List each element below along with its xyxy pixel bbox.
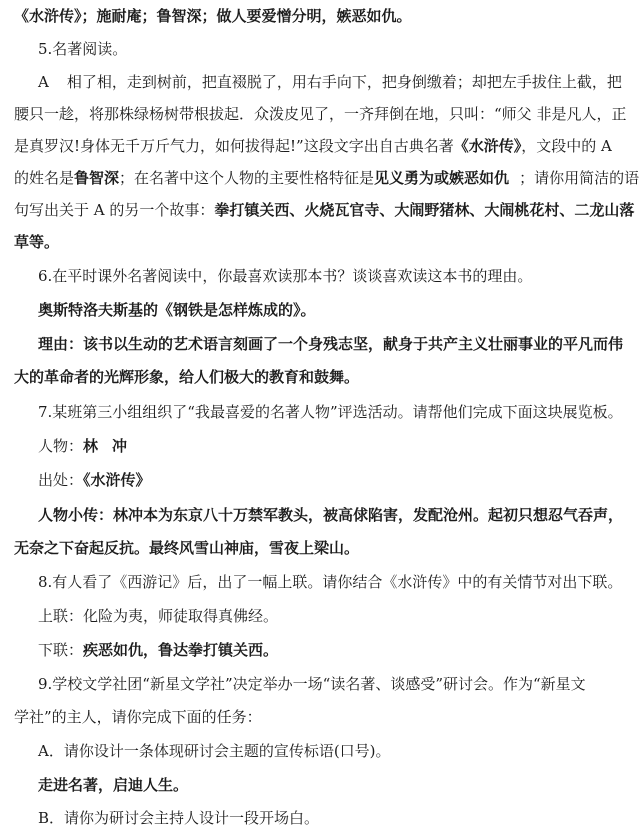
q5-passage-line-1 <box>38 72 640 92</box>
q5-passage-line-4 <box>14 168 640 188</box>
q5-line-5-prompt: 句写出关于 A 的另一个故事： <box>14 201 215 219</box>
book-title-answer: 《水浒传》 <box>453 137 522 155</box>
q7-source-value: 《水浒传》 <box>83 471 151 489</box>
q5-passage-line-1-text: 相了相，走到树前，把直裰脱了，用右手向下，把身倒缴着；却把左手拔住上截，把 <box>66 73 622 91</box>
question-8-heading: 8.有人看了《西游记》后，出了一幅上联。请你结合《水浒传》中的有关情节对出下联。 <box>38 573 623 591</box>
q6-book-answer: 奥斯特洛夫斯基的《钢铁是怎样炼成的》。 <box>38 301 316 319</box>
q7-person-given-name: 林 <box>83 437 99 455</box>
q9-task-a: A．请你设计一条体现研讨会主题的宣传标语(口号)。 <box>38 742 391 760</box>
q5-passage-line-3 <box>14 136 632 156</box>
q5-line-4-part-b: ；在名著中这个人物的主要性格特征是 <box>119 169 375 187</box>
q7-bio-line-2: 无奈之下奋起反抗。最终风雪山神庙，雪夜上梁山。 <box>14 539 360 557</box>
q5-passage-line-2: 腰只一趁，将那株绿杨树带根拔起．众泼皮见了，一齐拜倒在地，只叫：“师父 非是凡人，正 <box>14 105 627 123</box>
q8-upper-couplet: 上联：化险为夷，师徒取得真佛经。 <box>38 607 279 625</box>
question-5-heading: 5.名著阅读。 <box>38 40 128 58</box>
character-name-answer: 鲁智深 <box>74 169 120 187</box>
answer-line-water-margin: 《水浒传》；施耐庵；鲁智深；做人要爱憎分明，嫉恶如仇。 <box>14 7 412 25</box>
question-7-heading: 7.某班第三小组组织了“我最喜爱的名著人物”评选活动。请帮他们完成下面这块展览板。 <box>38 403 623 421</box>
q7-source-label: 出处： <box>38 471 84 489</box>
q9-task-b: B．请你为研讨会主持人设计一段开场白。 <box>38 809 320 827</box>
q7-person-label: 人物： <box>38 437 84 455</box>
q7-bio-line-1: 人物小传：林冲本为东京八十万禁军教头，被高俅陷害，发配沧州。起初只想忍气吞声， <box>38 506 624 524</box>
character-trait-answer: 见义勇为或嫉恶如仇 <box>374 169 510 187</box>
q5-passage-line-3-text: 是真罗汉!身体无千万斤气力，如何拔得起!”这段文字出自古典名著 <box>14 137 454 155</box>
q5-line-4-part-c: ；请你用简洁的语 <box>519 169 640 187</box>
q8-lower-answer: 疾恶如仇，鲁达拳打镇关西。 <box>83 641 279 659</box>
question-9-heading-line-2: 学社”的主人，请你完成下面的任务： <box>14 708 262 726</box>
q5-passage-line-3-tail: ，文段中的 A <box>521 137 612 155</box>
q9-task-a-answer: 走进名著，启迪人生。 <box>38 776 189 794</box>
q8-lower-label: 下联： <box>38 641 84 659</box>
placeholder-a: A <box>38 73 49 91</box>
story-answer-end: 草等。 <box>14 233 60 251</box>
q8-lower-couplet <box>38 640 640 660</box>
q7-person-row <box>38 436 640 456</box>
story-answer: 拳打镇关西、火烧瓦官寺、大闹野猪林、大闹桃花村、二龙山落 <box>214 201 635 219</box>
q7-source-row <box>38 470 640 490</box>
q5-passage-line-5 <box>14 200 635 220</box>
q6-reason-line-1: 理由：该书以生动的艺术语言刻画了一个身残志坚，献身于共产主义壮丽事业的平凡而伟 <box>38 335 624 353</box>
q6-reason-line-2: 大的革命者的光辉形象，给人们极大的教育和鼓舞。 <box>14 368 360 386</box>
question-9-heading-line-1: 9.学校文学社团“新星文学社”决定举办一场“读名著、谈感受”研讨会。作为“新星文 <box>38 675 586 693</box>
q5-line-4-part-a: 的姓名是 <box>14 169 75 187</box>
question-6-heading: 6.在平时课外名著阅读中，你最喜欢读那本书？谈谈喜欢读这本书的理由。 <box>38 267 533 285</box>
q7-person-name: 冲 <box>112 437 128 455</box>
